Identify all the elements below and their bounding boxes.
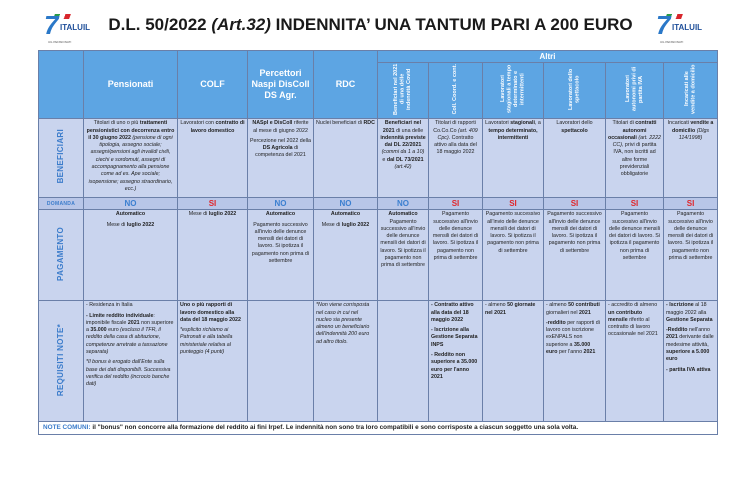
cell-text: Automatico <box>330 211 361 218</box>
requisiti-cell <box>178 301 248 422</box>
cell-text: tempo determinato, intermittenti <box>488 127 538 141</box>
cell-paragraph <box>485 120 541 142</box>
domanda-value: SI <box>664 198 718 210</box>
cell-text: Nuclei beneficiari di <box>316 120 364 127</box>
beneficiari-cell <box>606 119 664 198</box>
cell-paragraph <box>250 120 311 135</box>
indemnity-table <box>38 50 718 435</box>
cell-paragraph <box>380 211 426 269</box>
beneficiari-cell <box>314 119 378 198</box>
subcol-header-text: Incaricati alle vendite a domicilio <box>684 64 697 114</box>
subcol-header-text: Lavoratori autonomi privi di partita IVA <box>624 66 644 112</box>
cell-text: DS Agricola <box>262 145 293 152</box>
cell-paragraph <box>546 120 603 135</box>
cell-text: Titolari di uno o più <box>93 120 140 127</box>
cell-paragraph <box>180 211 245 218</box>
page-title <box>0 15 741 35</box>
cell-paragraph <box>666 120 715 142</box>
logo-mark: 7 <box>44 10 59 40</box>
cell-text: luglio 2022 <box>126 221 155 228</box>
cell-text: - Iscrizione <box>666 302 694 309</box>
row-label-text: DOMANDA <box>46 201 76 208</box>
cell-text: *esplicito richiamo ai Patronati e alla tabella ministeriale relativa al punteggio (4 punti) <box>180 327 233 356</box>
cell-text: , privi di partita IVA, non iscritti ad altre forme previdenziali obbligatorie <box>613 142 657 178</box>
cell-text: Gestione Separata <box>666 316 713 323</box>
row-label-pagamento <box>39 210 84 301</box>
cell-paragraph <box>86 302 175 309</box>
cell-text: per rapporti di lavoro con iscrizione exENPALS non superiore a <box>546 319 600 348</box>
pagamento-cell <box>664 210 718 301</box>
cell-text: (pensione di ogni tipologia, assegno sociale; assegni/pensioni agli invalidi civili, ciechi e sordomuti, assegni di accompagnamento alla pensione come ad es. Ape sociale; isopensione; assegno straordinario, ecc.) <box>88 134 173 192</box>
domanda-value: NO <box>314 198 378 210</box>
note-label: NOTE COMUNI: <box>43 424 91 432</box>
cell-text: luglio 2022 <box>208 211 237 218</box>
beneficiari-cell <box>178 119 248 198</box>
row-label-requisiti <box>39 301 84 422</box>
cell-text: (commi da 1 a 10) <box>381 149 425 156</box>
cell-text: Automatico <box>388 211 418 218</box>
pagamento-cell <box>429 210 483 301</box>
cell-paragraph <box>431 352 480 381</box>
cell-text: Lavoratori <box>485 120 511 127</box>
subcol-header-text: Lavoratori dello spettacolo <box>568 68 581 110</box>
pagamento-cell <box>84 210 178 301</box>
requisiti-cell <box>248 301 314 422</box>
cell-text: -reddito <box>546 319 566 326</box>
cell-text: 2021 <box>583 349 596 356</box>
cell-text: per l'anno <box>557 349 584 356</box>
domanda-value: NO <box>248 198 314 210</box>
cell-text: - Reddito non superiore a 35.000 euro per l'anno 2021 <box>431 352 478 380</box>
pagamento-cell <box>483 210 544 301</box>
domanda-value: SI <box>544 198 606 210</box>
cell-text: indennità previste dai DL 22/2021 <box>380 134 426 149</box>
pagamento-cell <box>178 210 248 301</box>
requisiti-cell <box>84 301 178 422</box>
common-notes <box>39 422 718 435</box>
cell-paragraph <box>316 302 375 346</box>
subcol-header <box>483 63 544 119</box>
requisiti-cell <box>606 301 664 422</box>
cell-text: Pagamento successivo all'invio delle denunce mensili dei datori di lavoro. Si ipotizza il pagamento non prima di settembre <box>251 221 310 265</box>
group-header-altri: Altri <box>378 51 718 63</box>
cell-text: 2021 <box>127 319 140 326</box>
requisiti-cell <box>664 301 718 422</box>
cell-text: superiore a 5.000 euro <box>666 349 710 363</box>
cell-text: - Contratto attivo alla data del 18 maggio 2022 <box>431 302 474 323</box>
cell-text: di una delle <box>394 127 424 134</box>
cell-text: e <box>382 156 387 163</box>
cell-text: Titolari di rapporti Co.Co.Co <box>433 120 476 134</box>
cell-paragraph <box>666 302 715 324</box>
cell-paragraph <box>180 120 245 135</box>
cell-text: un contributo mensile <box>608 309 643 323</box>
cell-paragraph <box>316 211 375 218</box>
cell-text: stagionali <box>510 120 535 127</box>
cell-paragraph <box>316 120 375 127</box>
cell-text: 50 contributi <box>568 302 600 309</box>
cell-text: : imponibile fiscale <box>86 312 155 326</box>
cell-text: , a <box>534 120 541 127</box>
cell-text: euro <box>106 327 121 334</box>
cell-text: riferito al contratto di lavoro occasionale nel 2021 <box>608 316 658 338</box>
cell-paragraph <box>666 327 715 363</box>
logo-name: ITALUIL <box>672 23 703 32</box>
row-label-text: PAGAMENTO <box>56 226 66 281</box>
row-label-beneficiari <box>39 119 84 198</box>
cell-text: contratti autonomi occasionali <box>608 120 657 141</box>
col-header: Percettori Naspi DisColl DS Agr. <box>248 51 314 119</box>
domanda-value: NO <box>84 198 178 210</box>
cell-text: - Residenza in Italia <box>86 302 133 309</box>
cell-text: 2021 <box>578 309 591 316</box>
subcol-header-text: Lavoratori stagionali a tempo determinato e intermittenti <box>500 64 526 114</box>
cell-paragraph <box>250 222 311 266</box>
cell-paragraph <box>666 211 715 262</box>
cell-text: Incaricati <box>667 120 691 127</box>
cell-text: (Dlgs 114/1998) <box>678 127 710 141</box>
logo-sub: UIL PENSIONATI <box>660 40 684 44</box>
cell-paragraph <box>608 302 661 338</box>
cell-text: NASpI e DisColl <box>252 120 293 127</box>
cell-paragraph <box>666 367 715 374</box>
pagamento-cell <box>248 210 314 301</box>
cell-text: Pagamento successivo all'invio delle denunce mensili dei datori di lavoro. Si ipotizza il pagamento non prima di settembre <box>380 218 426 269</box>
cell-text: di competenza del 2021 <box>255 145 306 159</box>
cell-text: Pagamento successivo all'invio delle denunce mensili dei datori di lavoro. Si ipotizza il pagamento non prima di settembre <box>432 211 479 262</box>
cell-text: Automatico <box>265 211 296 218</box>
beneficiari-cell <box>429 119 483 198</box>
subcol-header <box>378 63 429 119</box>
cell-paragraph <box>180 327 245 356</box>
domanda-value: SI <box>429 198 483 210</box>
cell-paragraph <box>546 320 603 356</box>
pagamento-cell <box>606 210 664 301</box>
cell-text: *Il bonus è erogato dall'Ente sulla base dei dati disponibili. Successiva verifica del reddito (incrocio banche dati) <box>86 359 171 388</box>
cell-paragraph <box>431 211 480 262</box>
col-header: RDC <box>314 51 378 119</box>
cell-text: Uno o più rapporti di lavoro domestico alla data del 18 maggio 2022 <box>180 302 241 323</box>
beneficiari-cell <box>84 119 178 198</box>
cell-paragraph <box>250 138 311 160</box>
cell-text: Pagamento successivo all'invio delle denunce mensili dei datori di lavoro. Si ipotizza il pagamento non prima di settembre <box>667 211 714 262</box>
logo-name: ITALUIL <box>60 23 91 32</box>
cell-text: luglio 2022 <box>341 221 370 228</box>
cell-text: Mese di <box>188 211 209 218</box>
cell-text: Lavoratori dello <box>556 120 593 127</box>
cell-text: Pagamento successivo all'invio delle denunce mensili dei datori di lavoro. Si ipotizza il pagamento non prima di settembre <box>485 211 541 254</box>
cell-text: spettacolo <box>561 127 588 134</box>
cell-paragraph <box>86 313 175 357</box>
cell-paragraph <box>485 302 541 317</box>
subcol-header <box>664 63 718 119</box>
cell-text: *Non viene corrisposta nel caso in cui nel nucleo sia presente almeno un beneficiario dell'indennità 200 euro ad altro titolo. <box>316 302 370 345</box>
beneficiari-cell <box>248 119 314 198</box>
requisiti-cell <box>429 301 483 422</box>
cell-text: al 18 maggio 2022 alla <box>666 302 707 316</box>
cell-text: 2021 <box>666 334 678 341</box>
cell-text: RDC <box>363 120 375 127</box>
domanda-value: SI <box>178 198 248 210</box>
requisiti-cell <box>544 301 606 422</box>
cell-text: vendite a domicilio <box>671 120 714 134</box>
cell-text: contratto di lavoro domestico <box>190 120 245 134</box>
cell-paragraph <box>250 211 311 218</box>
pagamento-cell <box>544 210 606 301</box>
cell-text: (art. 409 Cpc). <box>437 127 478 141</box>
logo-mark: 7 <box>656 10 671 40</box>
cell-paragraph <box>180 302 245 324</box>
cell-text: riferite al mese di giugno 2022 <box>253 120 309 134</box>
cell-text: Pagamento successivo all'invio delle denunce mensili dei datori di lavoro. Si ipotizza il pagamento non prima di settembre <box>547 211 602 254</box>
cell-text: - partita IVA attiva <box>666 366 711 373</box>
subcol-header <box>606 63 664 119</box>
cell-text: 50 giornate nel 2021 <box>485 302 536 316</box>
cell-text: (escluso il TFR, il reddito della casa di abitazione, competenze arretrate a tassazione separata) <box>86 327 168 356</box>
col-header: Pensionati <box>84 51 178 119</box>
cell-paragraph <box>546 211 603 255</box>
cell-paragraph <box>380 120 426 171</box>
title-part: D.L. 50/2022 <box>108 15 212 34</box>
row-label-domanda <box>39 198 84 210</box>
col-header: COLF <box>178 51 248 119</box>
cell-paragraph <box>86 359 175 388</box>
domanda-value: SI <box>483 198 544 210</box>
cell-text: - almeno <box>485 302 508 309</box>
cell-text: Percezione nel 2022 della <box>250 137 311 144</box>
cell-text: - accredito di almeno <box>608 302 658 309</box>
cell-text: Automatico <box>115 211 146 218</box>
cell-paragraph <box>485 211 541 255</box>
pagamento-cell <box>314 210 378 301</box>
cell-text: Mese di <box>321 221 342 228</box>
cell-text: (art. 2222 CC) <box>612 134 662 149</box>
requisiti-cell <box>483 301 544 422</box>
cell-text: Pagamento successivo all'invio delle denunce mensili dei datori di lavoro. Si ipotizza il pagamento non prima di settembre <box>609 211 660 262</box>
cell-text: Titolari di <box>612 120 636 127</box>
cell-text: nell'anno <box>687 327 710 334</box>
cell-text: Contratto attivo alla data del 18 maggio 2022 <box>434 134 477 156</box>
cell-text: (art.42) <box>394 164 412 171</box>
beneficiari-cell <box>483 119 544 198</box>
subcol-header <box>544 63 606 119</box>
cell-text: Lavoratori con <box>180 120 216 127</box>
cell-text: non superiore a <box>86 319 174 334</box>
cell-text: Mese di <box>106 221 127 228</box>
cell-paragraph <box>546 302 603 317</box>
cell-text: -Reddito <box>666 327 688 334</box>
cell-paragraph <box>86 222 175 229</box>
beneficiari-cell <box>664 119 718 198</box>
cell-paragraph <box>431 327 480 349</box>
cell-text: - almeno <box>546 302 569 309</box>
subcol-header-text: Coll. Coord. e cont. <box>452 63 459 115</box>
cell-text: 35.000 euro <box>546 341 591 356</box>
cell-text: - Limite reddito individuale <box>86 312 154 319</box>
cell-paragraph <box>608 211 661 262</box>
domanda-value: SI <box>606 198 664 210</box>
cell-text: Beneficiari nel 2021 <box>382 120 422 134</box>
logo-sub: UIL PENSIONATI <box>48 40 72 44</box>
pagamento-cell <box>378 210 429 301</box>
title-article: (Art.32) <box>211 15 271 34</box>
subcol-header-text: Beneficiari nel 2021 di una delle indennità Covid <box>393 63 413 115</box>
cell-paragraph <box>86 120 175 193</box>
cell-paragraph <box>431 302 480 324</box>
cell-paragraph <box>431 120 480 156</box>
cell-paragraph <box>316 222 375 229</box>
cell-paragraph <box>608 120 661 178</box>
cell-text: trattamenti pensionistici con decorrenza entro il 30 giugno 2022 <box>86 120 175 141</box>
requisiti-cell <box>314 301 378 422</box>
row-label-text: REQUISITI NOTE* <box>56 323 66 396</box>
requisiti-cell <box>378 301 429 422</box>
note-text: il "bonus" non concorre alla formazione del reddito ai fini Irpef. Le indennità non sono tra loro compatibili e sono corrisposte a ciascun soggetto una sola volta. <box>90 424 579 432</box>
title-part: INDENNITA’ UNA TANTUM PARI A 200 EURO <box>270 15 633 34</box>
cell-text: giornalieri nel <box>546 309 579 316</box>
cell-text: derivante dalle medesime attività, <box>666 334 714 348</box>
beneficiari-cell <box>378 119 429 198</box>
domanda-value: NO <box>378 198 429 210</box>
cell-text: 35.000 <box>90 327 107 334</box>
cell-text: dal DL 73/2021 <box>386 156 424 163</box>
cell-paragraph <box>86 211 175 218</box>
row-label-text: BENEFICIARI <box>56 129 66 184</box>
corner-cell <box>39 51 84 119</box>
cell-text: - Iscrizione alla Gestione Separata INPS <box>431 327 478 348</box>
beneficiari-cell <box>544 119 606 198</box>
subcol-header <box>429 63 483 119</box>
